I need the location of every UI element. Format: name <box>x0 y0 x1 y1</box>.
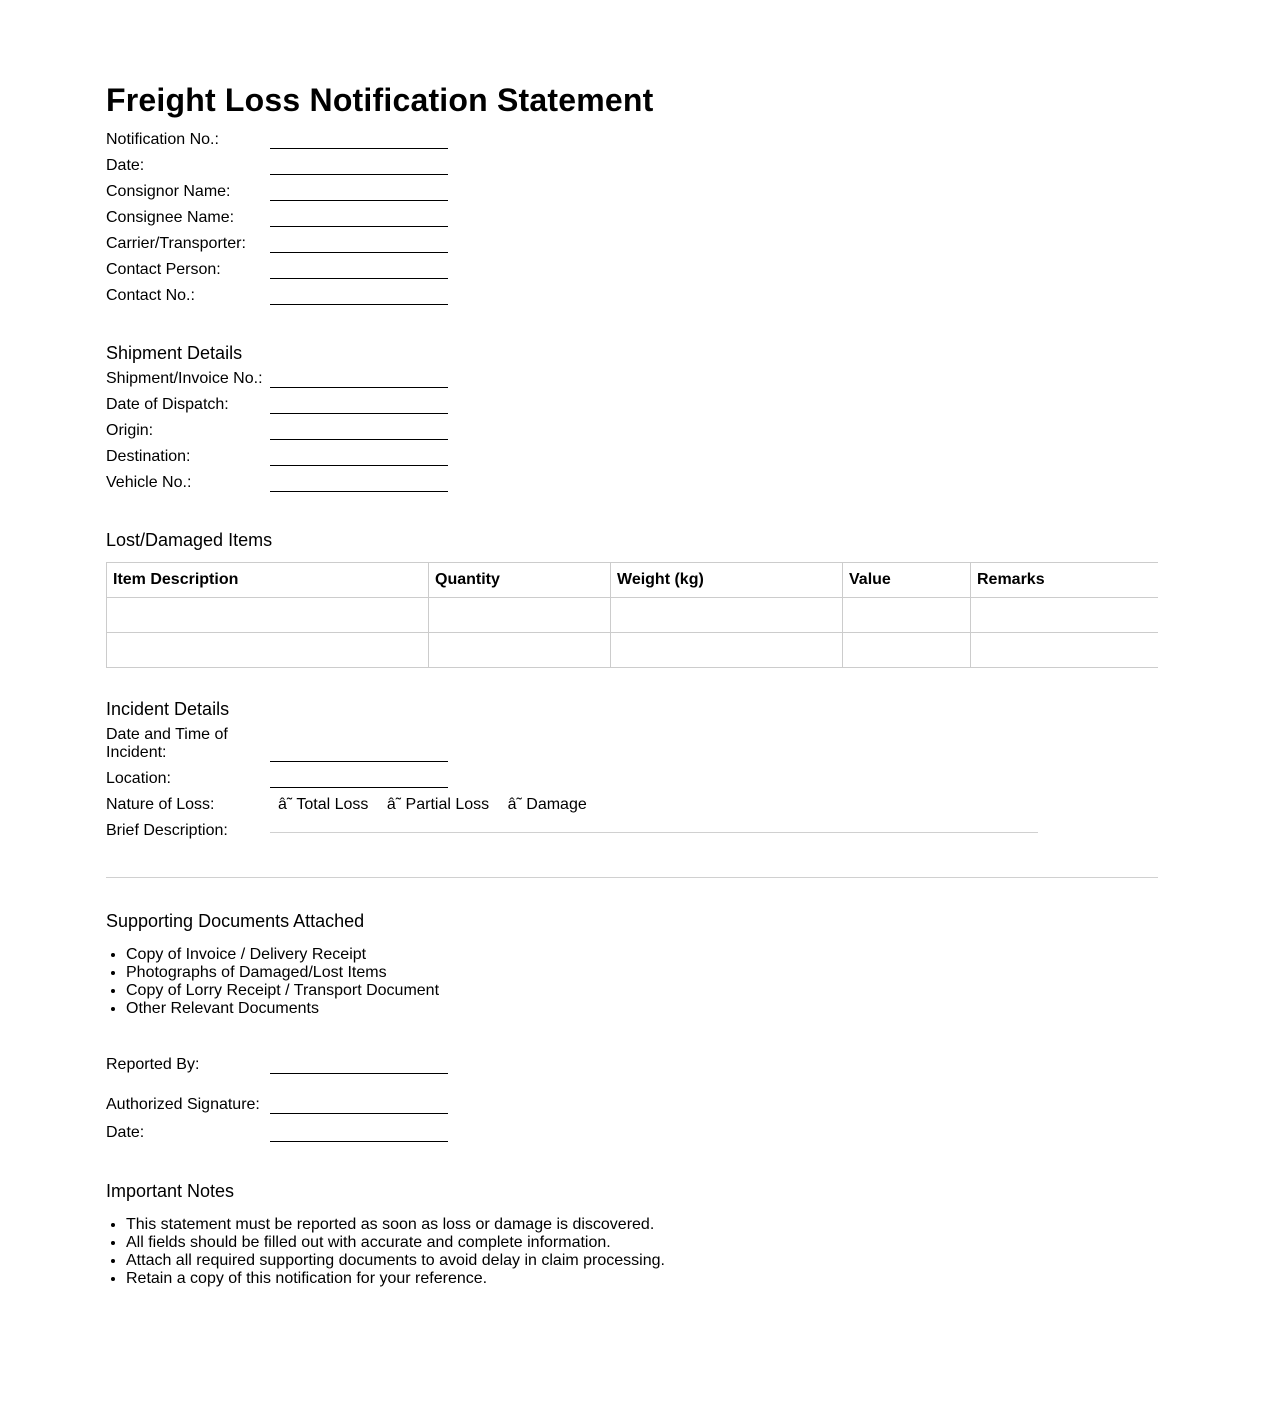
field-line[interactable] <box>270 387 448 388</box>
shipment-section-title: Shipment Details <box>106 343 243 363</box>
field-consignor-name[interactable] <box>106 183 1158 209</box>
field-label: Nature of Loss: <box>106 796 215 813</box>
field-label: Consignee Name: <box>106 209 235 226</box>
field-label: Location: <box>106 770 171 787</box>
table-cell[interactable] <box>843 598 971 633</box>
field-label: Contact No.: <box>106 287 195 304</box>
list-item: • Photographs of Damaged/Lost Items <box>126 964 1158 982</box>
list-item: • Copy of Lorry Receipt / Transport Document <box>126 982 1158 1000</box>
table-cell[interactable] <box>107 633 429 668</box>
field-reported-by[interactable] <box>106 1056 1158 1096</box>
items-table <box>106 562 1158 668</box>
field-label: Brief Description: <box>106 822 228 839</box>
table-header-row <box>107 563 1159 598</box>
field-line[interactable] <box>270 491 448 492</box>
field-incident-datetime[interactable] <box>106 726 1158 770</box>
section-divider <box>106 877 1158 878</box>
checkbox-partial-loss[interactable]: â˜ Partial Loss <box>386 796 490 813</box>
checkbox-total-loss[interactable]: â˜ Total Loss <box>278 796 369 813</box>
list-item: • This statement must be reported as soon as loss or damage is discovered. <box>126 1216 1158 1234</box>
field-line[interactable] <box>270 465 448 466</box>
column-header-item-description: Item Description <box>107 563 429 598</box>
table-cell[interactable] <box>611 598 843 633</box>
header-fields <box>106 131 1158 313</box>
field-contact-no[interactable] <box>106 287 1158 313</box>
nature-of-loss-options <box>278 796 601 814</box>
notes-section-title: Important Notes <box>106 1181 235 1201</box>
description-area[interactable] <box>270 832 1038 833</box>
table-cell[interactable] <box>429 633 611 668</box>
field-line[interactable] <box>270 278 448 279</box>
field-line[interactable] <box>270 1073 448 1074</box>
field-label: Date: <box>106 1124 145 1141</box>
field-line[interactable] <box>270 226 448 227</box>
field-line[interactable] <box>270 252 448 253</box>
supporting-section-title: Supporting Documents Attached <box>106 911 365 931</box>
table-cell[interactable] <box>971 598 1159 633</box>
column-header-quantity: Quantity <box>429 563 611 598</box>
table-cell[interactable] <box>843 633 971 668</box>
field-destination[interactable] <box>106 448 1158 474</box>
list-item: • Other Relevant Documents <box>126 1000 1158 1018</box>
field-line[interactable] <box>270 1141 448 1142</box>
field-carrier[interactable] <box>106 235 1158 261</box>
items-section-title: Lost/Damaged Items <box>106 530 273 550</box>
table-row <box>107 633 1159 668</box>
field-label: Reported By: <box>106 1056 200 1073</box>
field-shipment-invoice-no[interactable] <box>106 370 1158 396</box>
supporting-documents-list <box>106 946 1158 1018</box>
incident-section-title: Incident Details <box>106 699 230 719</box>
field-line[interactable] <box>270 439 448 440</box>
column-header-weight: Weight (kg) <box>611 563 843 598</box>
field-origin[interactable] <box>106 422 1158 448</box>
table-cell[interactable] <box>971 633 1159 668</box>
document-content <box>106 80 1158 1300</box>
field-label: Destination: <box>106 448 191 465</box>
field-label: Consignor Name: <box>106 183 231 200</box>
field-vehicle-no[interactable] <box>106 474 1158 500</box>
field-label: Shipment/Invoice No.: <box>106 370 263 387</box>
field-label: Vehicle No.: <box>106 474 192 491</box>
field-date-of-dispatch[interactable] <box>106 396 1158 422</box>
field-label: Notification No.: <box>106 131 219 148</box>
field-contact-person[interactable] <box>106 261 1158 287</box>
table-cell[interactable] <box>107 598 429 633</box>
field-label: Origin: <box>106 422 154 439</box>
document-title: Freight Loss Notification Statement <box>106 82 654 118</box>
field-notification-no[interactable] <box>106 131 1158 157</box>
field-location[interactable] <box>106 770 1158 796</box>
field-line[interactable] <box>270 413 448 414</box>
field-nature-of-loss <box>106 796 1158 822</box>
incident-fields <box>106 726 1158 862</box>
shipment-fields <box>106 370 1158 500</box>
field-label: Date: <box>106 157 145 174</box>
field-authorized-signature[interactable] <box>106 1096 1158 1124</box>
field-label: Date of Dispatch: <box>106 396 229 413</box>
field-signoff-date[interactable] <box>106 1124 1158 1150</box>
field-label: Authorized Signature: <box>106 1096 260 1113</box>
field-line[interactable] <box>270 761 448 762</box>
column-header-value: Value <box>843 563 971 598</box>
field-brief-description[interactable] <box>106 822 1158 862</box>
field-label: Date and Time of Incident: <box>106 726 228 761</box>
list-item: • All fields should be filled out with accurate and complete information. <box>126 1234 1158 1252</box>
field-line[interactable] <box>270 174 448 175</box>
field-line[interactable] <box>270 787 448 788</box>
field-label: Contact Person: <box>106 261 221 278</box>
field-line[interactable] <box>270 304 448 305</box>
checkbox-damage[interactable]: â˜ Damage <box>507 796 587 813</box>
list-item: • Retain a copy of this notification for your reference. <box>126 1270 1158 1288</box>
important-notes-list <box>106 1216 1158 1288</box>
field-line[interactable] <box>270 148 448 149</box>
field-line[interactable] <box>270 200 448 201</box>
field-consignee-name[interactable] <box>106 209 1158 235</box>
table-cell[interactable] <box>611 633 843 668</box>
column-header-remarks: Remarks <box>971 563 1159 598</box>
field-line[interactable] <box>270 1113 448 1114</box>
table-row <box>107 598 1159 633</box>
field-date[interactable] <box>106 157 1158 183</box>
field-label: Carrier/Transporter: <box>106 235 246 252</box>
list-item: • Copy of Invoice / Delivery Receipt <box>126 946 1158 964</box>
table-cell[interactable] <box>429 598 611 633</box>
signoff-fields <box>106 1056 1158 1150</box>
list-item: • Attach all required supporting documents to avoid delay in claim processing. <box>126 1252 1158 1270</box>
